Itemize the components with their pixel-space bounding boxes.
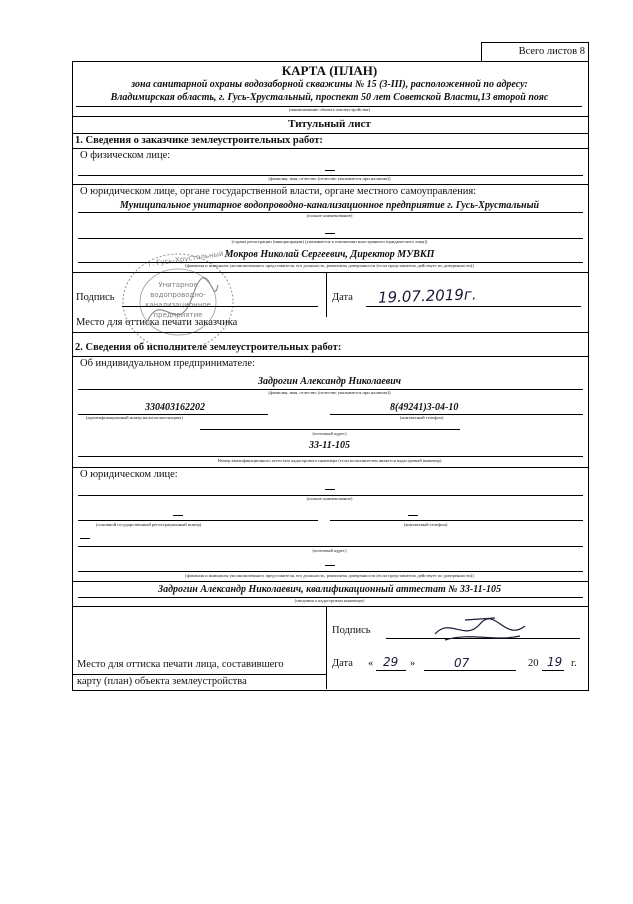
certificate-caption: Номер квалификационного аттестата кадастрового инженера (если исполнителем является кадастровый инженер): [217, 458, 442, 463]
seal-line-1: Унитарное: [158, 281, 198, 289]
subtitle-line-1: зона санитарной охраны водозаборной скважины № 15 (3-III), расположенной по адресу:: [131, 79, 528, 90]
title-sheet-label: Титульный лист: [288, 118, 371, 130]
date-close-quote: »: [410, 658, 416, 669]
contractor-legal-label: О юридическом лице:: [80, 469, 178, 480]
seal-ring-text: г. Гусь-Хрустальный: [147, 249, 225, 269]
date-year: 19: [547, 655, 563, 669]
certificate-number: 33-11-105: [308, 440, 351, 451]
date-suffix: г.: [571, 658, 577, 669]
legal-postal-dash: [80, 538, 90, 539]
engineer-caption: (сведения о кадастровом инженере): [294, 598, 365, 603]
individual-label: О физическом лице:: [80, 150, 171, 161]
seal-line-3: канализационное: [145, 301, 211, 309]
legal-postal-caption: (почтовый адрес): [312, 548, 347, 553]
legal-phone-caption: (контактный телефон): [404, 522, 448, 527]
contractor-stamp-label-2: карту (план) объекта землеустройства: [77, 676, 247, 687]
inn-caption: (идентификационный номер налогоплательщика): [86, 415, 183, 420]
entrepreneur-caption: (фамилия, имя, отчество (отчество указывается при наличии)): [268, 390, 391, 395]
section-2-heading: 2. Сведения об исполнителе землеустроительных работ:: [75, 342, 342, 353]
postal-caption: (почтовый адрес): [312, 431, 347, 436]
contractor-signature: [425, 612, 535, 648]
seal-line-2: водопроводно-: [150, 291, 206, 299]
total-sheets: Всего листов 8: [518, 46, 585, 57]
country-empty-dash: [325, 233, 335, 234]
contractor-date-label: Дата: [332, 658, 353, 669]
legal-name-caption: (полное наименование): [306, 213, 353, 218]
contractor-legal-caption: (полное наименование): [306, 496, 353, 501]
section-1-heading: 1. Сведения о заказчике землеустроительных работ:: [75, 135, 323, 146]
individual-empty-dash: [325, 170, 335, 171]
seal-line-4: предприятие: [153, 311, 203, 319]
sheets-box: [481, 42, 589, 62]
customer-date-line: [366, 306, 581, 307]
date-year-prefix: 20: [528, 658, 539, 669]
representative-caption: (фамилия и инициалы уполномоченного представителя, его должность, реквизиты доверенности (если представитель действует по доверенности)): [185, 263, 474, 268]
legal-phone-dash: [408, 515, 418, 516]
object-caption: (наименование объекта землеустройства): [289, 107, 370, 112]
customer-date-value: 19.07.2019г.: [377, 285, 477, 307]
entrepreneur-label: Об индивидуальном предпринимателе:: [80, 358, 255, 369]
phone-caption: (контактный телефон): [400, 415, 444, 420]
customer-representative: Мокров Николай Сергеевич, Директор МУВКП: [224, 249, 435, 260]
customer-date-label: Дата: [332, 292, 353, 303]
ogrn-caption: (основной государственный регистрационный номер): [96, 522, 202, 527]
date-month: 07: [454, 656, 470, 670]
customer-stamp-label: Место для оттиска печати заказчика: [76, 317, 238, 328]
legal-rep-caption: (фамилия и инициалы уполномоченного представителя, его должность, реквизиты доверенности (если представитель действует по доверенности)): [185, 573, 474, 578]
contractor-signature-label: Подпись: [332, 625, 371, 636]
contractor-legal-dash: [325, 489, 335, 490]
customer-signature-label: Подпись: [76, 292, 115, 303]
contractor-stamp-label-1: Место для оттиска печати лица, составившего: [77, 659, 284, 670]
ogrn-dash: [173, 515, 183, 516]
country-caption: (страна регистрации (инкорпорации) (указывается в отношении иностранного юридического лица)): [231, 239, 428, 244]
subtitle-line-2: Владимирская область, г. Гусь-Хрустальный, проспект 50 лет Советской Власти,13 второй пояс: [110, 92, 549, 103]
customer-seal: [118, 250, 238, 355]
date-open-quote: «: [368, 658, 374, 669]
customer-name: Муниципальное унитарное водопроводно-канализационное предприятие г. Гусь-Хрустальный: [119, 200, 540, 211]
inn-value: 330403162202: [145, 402, 205, 413]
legal-rep-dash: [325, 565, 335, 566]
engineer-info: Задрогин Александр Николаевич, квалификационный аттестат № 33-11-105: [157, 584, 501, 595]
phone-value: 8(49241)3-04-10: [390, 402, 459, 413]
individual-caption: (фамилия, имя, отчество (отчество указывается при наличии)): [268, 176, 391, 181]
date-day: 29: [383, 655, 399, 669]
legal-entity-label: О юридическом лице, органе государственной власти, органе местного самоуправления:: [80, 186, 477, 197]
entrepreneur-name: Задрогин Александр Николаевич: [257, 376, 402, 387]
page-title: КАРТА (ПЛАН): [281, 63, 378, 78]
